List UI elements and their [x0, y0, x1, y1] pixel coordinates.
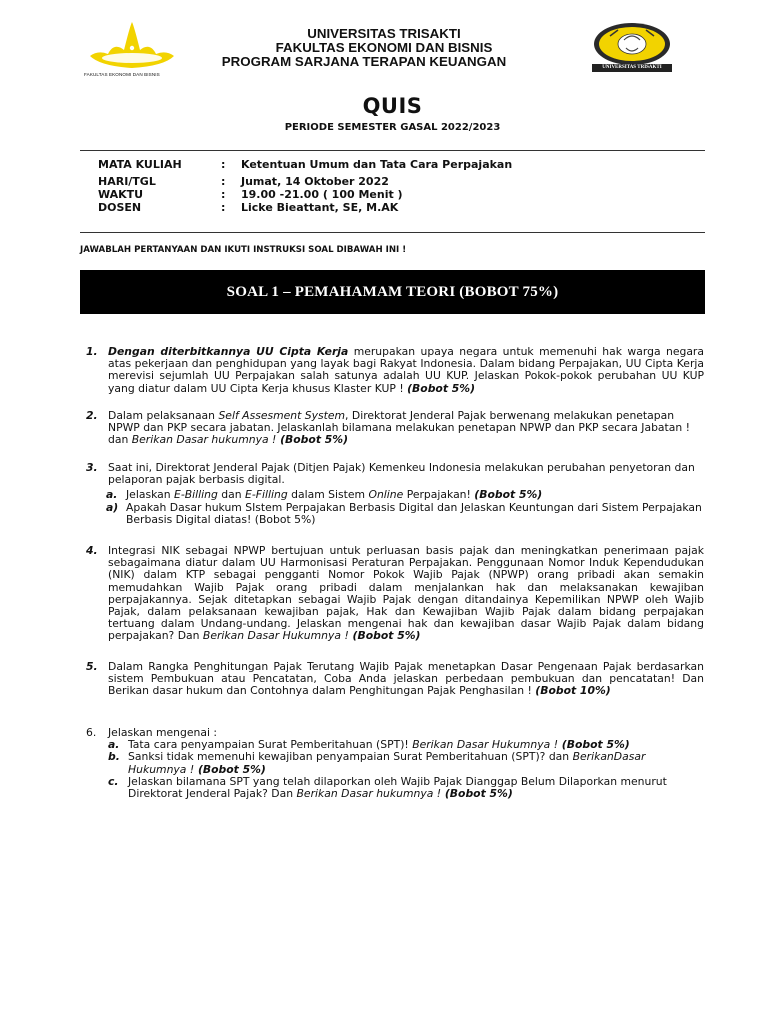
- university-name: UNIVERSITAS TRISAKTI: [307, 26, 461, 41]
- sub-marker: a.: [106, 488, 118, 502]
- question-number: 2.: [86, 409, 98, 422]
- info-separator: :: [221, 188, 226, 201]
- sub-italic-term: Online: [368, 488, 404, 502]
- sub-text: Tata cara penyampaian Surat Pemberitahuan (SPT)!: [128, 738, 413, 752]
- info-row-lecturer: [98, 201, 512, 214]
- question-5: [86, 661, 704, 698]
- question-text: Dalam pelaksanaan: [108, 409, 219, 422]
- sub-marker: b.: [108, 750, 120, 764]
- header-text: [0, 27, 768, 69]
- question-1: [86, 346, 704, 395]
- section-title: SOAL 1 – PEMAHAMAM TEORI (BOBOT 75%): [226, 283, 559, 300]
- info-value: Ketentuan Umum dan Tata Cara Perpajakan: [241, 158, 513, 171]
- instruction-text: JAWABLAH PERTANYAAN DAN IKUTI INSTRUKSI SOAL DIBAWAH INI !: [80, 245, 407, 255]
- sub-text: Perpajakan!: [403, 488, 475, 502]
- sub-marker: c.: [108, 774, 119, 788]
- sub-text: Jelaskan bilamana SPT yang telah dilaporkan oleh Wajib Pajak Dianggap Belum Dilaporkan menurut Direktorat Jenderal Pajak? Dan: [128, 774, 667, 801]
- question-body: [108, 346, 704, 395]
- info-label: HARI/TGL: [98, 175, 156, 188]
- sub-weight: (Bobot 5%): [441, 787, 513, 801]
- question-italic-term: Berikan Dasar hukumnya !: [131, 433, 277, 447]
- sub-marker: a.: [108, 738, 120, 752]
- sub-italic-term: E-Billing: [174, 488, 218, 502]
- question-3b: [106, 502, 704, 526]
- question-text: , Direktorat Jenderal Pajak berwenang melakukan penetapan NPWP dan PKP secara jabatan. Jelaskanlah bilamana melakukan penetapan NPWP dan PKP secara Jabatan ! dan: [108, 409, 690, 447]
- question-text: Integrasi NIK sebagai NPWP bertujuan untuk perluasan basis pajak dan meningkatkan penerimaan pajak sebagaimana diatur dalam UU Harmonisasi Peraturan Perpajakan. Penggunaan Nomor Induk Kependudukan (NIK) dalam KTP sebagai pengganti Nomor Pokok Wajib Pajak (NPWP) orang pribadi akan semakin memudahkan Wajib Pajak orang pribadi dalam menjalankan hak dan melaksanakan kewajiban perpajakannya. Sejak ditetapkan sebagai Wajib Pajak dengan ditandainya Kepemilikan NPWP oleh Wajib Pajak, dalam pelaksanaan kewajiban pajak, Hak dan Kewajiban Wajib Pajak dalam bidang perpajakan tertuang dalam Undang-undang. Jelaskan mengenai hak dan kewajiban dasar Wajib Pajak dalam bidang perpajakan? Dan: [108, 544, 704, 643]
- question-weight: (Bobot 5%): [348, 629, 421, 643]
- question-number: 3.: [86, 461, 98, 474]
- sub-italic-term: Berikan Dasar hukumnya !: [296, 787, 442, 801]
- sub-weight: (Bobot 5%): [194, 762, 266, 776]
- divider-bottom: [80, 232, 705, 233]
- sub-marker: a): [106, 500, 119, 514]
- question-body: [108, 545, 704, 643]
- section-banner: [80, 270, 705, 314]
- sub-text: Sanksi tidak memenuhi kewajiban penyampaian Surat Pemberitahuan (SPT)? dan: [128, 750, 573, 764]
- faculty-name: FAKULTAS EKONOMI DAN BISNIS: [275, 40, 493, 55]
- sub-text: dalam Sistem: [287, 488, 369, 502]
- sub-weight: (Bobot 5%): [474, 488, 543, 502]
- info-value: 19.00 -21.00 ( 100 Menit ): [241, 188, 403, 201]
- question-6: [86, 727, 704, 800]
- faculty-logo-caption: FAKULTAS EKONOMI DAN BISNIS: [84, 72, 160, 77]
- info-label: WAKTU: [98, 188, 144, 201]
- info-label: MATA KULIAH: [98, 158, 182, 171]
- sub-italic-term: Berikan Dasar Hukumnya !: [412, 738, 559, 752]
- divider-top: [80, 150, 705, 151]
- question-number: 5.: [86, 660, 98, 673]
- question-number: 1.: [86, 345, 98, 358]
- course-info: [98, 158, 512, 214]
- question-weight: (Bobot 5%): [407, 381, 476, 395]
- sub-italic-term: E-Filling: [245, 488, 288, 502]
- question-2: [86, 410, 704, 447]
- question-4: [86, 545, 704, 643]
- sub-italic-term: BerikanDasar Hukumnya !: [128, 750, 646, 776]
- question-6c: [108, 776, 704, 800]
- periode-subtitle: PERIODE SEMESTER GASAL 2022/2023: [284, 122, 501, 133]
- info-separator: :: [221, 201, 226, 214]
- sub-text: Apakah Dasar hukum SIstem Perpajakan Berbasis Digital dan Jelaskan Keuntungan dari Sistem Perpajakan Berbasis Digital diatas! (Bobot 5%): [126, 500, 702, 526]
- question-italic-term: Self Assesment System: [218, 409, 346, 422]
- info-row-course: [98, 158, 512, 171]
- info-value: Licke Bieattant, SE, M.AK: [241, 201, 399, 214]
- page-title: QUIS: [362, 94, 423, 118]
- question-3a: [106, 489, 704, 501]
- question-6b: [108, 751, 704, 775]
- info-row-time: [98, 188, 512, 201]
- university-logo-caption: UNIVERSITAS TRISAKTI: [592, 64, 672, 72]
- question-body: [108, 410, 704, 447]
- question-body: Jelaskan mengenai :: [108, 726, 218, 739]
- info-separator: :: [221, 175, 226, 188]
- question-text: Dalam Rangka Penghitungan Pajak Terutang Wajib Pajak menetapkan Dasar Pengenaan Pajak berdasarkan sistem Pembukuan atau Pencatatan, Coba Anda jelaskan perbedaan pembukuan dan pencatatan! Dan Berikan dasar hukum dan Contohnya dalam Penghitungan Pajak Penghasilan !: [108, 660, 704, 698]
- question-3: [86, 462, 704, 526]
- question-italic-term: Berikan Dasar Hukumnya !: [202, 629, 349, 643]
- sub-text: dan: [217, 488, 246, 502]
- question-number: 6.: [86, 726, 97, 739]
- question-weight: (Bobot 10%): [535, 684, 611, 698]
- question-body: [108, 661, 704, 698]
- question-weight: (Bobot 5%): [276, 433, 349, 447]
- info-row-date: [98, 175, 512, 188]
- info-value: Jumat, 14 Oktober 2022: [241, 175, 389, 188]
- info-label: DOSEN: [98, 201, 142, 214]
- info-separator: :: [221, 158, 226, 171]
- program-name: PROGRAM SARJANA TERAPAN KEUANGAN: [221, 54, 507, 69]
- question-number: 4.: [86, 544, 98, 557]
- question-text: merupakan upaya negara untuk memenuhi hak warga negara atas pekerjaan dan penghidupan yang layak bagi Rakyat Indonesia. Dalam bidang Perpajakan, UU Cipta Kerja merevisi sejumlah UU Perpajakan salah satunya adalah UU KUP. Jelaskan Pokok-pokok perubahan UU KUP yang diatur dalam UU Cipta Kerja khusus Klaster KUP !: [108, 345, 704, 395]
- question-body: Saat ini, Direktorat Jenderal Pajak (Ditjen Pajak) Kemenkeu Indonesia melakukan perubahan penyetoran dan pelaporan pajak berbasis digital.: [108, 461, 695, 487]
- sub-text: Jelaskan: [126, 488, 175, 502]
- sub-weight: (Bobot 5%): [558, 738, 630, 752]
- question-lead: Dengan diterbitkannya UU Cipta Kerja: [108, 345, 349, 358]
